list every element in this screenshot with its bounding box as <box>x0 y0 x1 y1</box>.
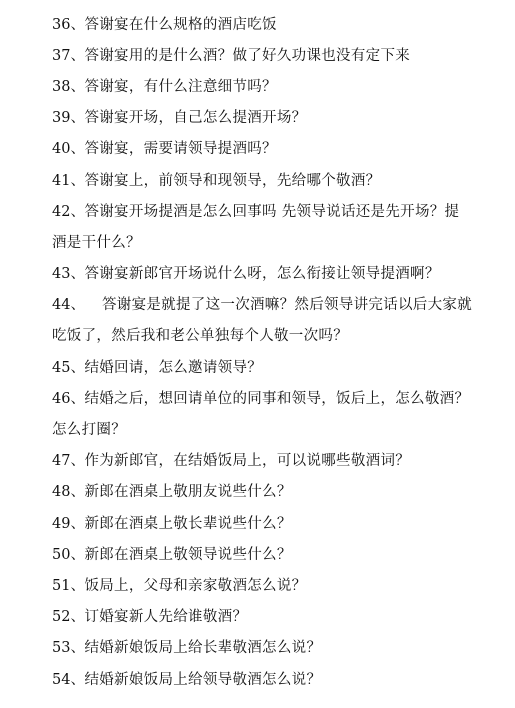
list-item <box>52 259 472 290</box>
question-number: 41 <box>52 172 71 189</box>
question-number: 48 <box>52 484 71 501</box>
list-item <box>52 165 472 196</box>
list-item <box>52 71 472 102</box>
question-text: 答谢宴在什么规格的酒店吃饭 <box>84 16 277 33</box>
question-text: 答谢宴，有什么注意细节吗？ <box>84 78 277 95</box>
list-item <box>52 103 472 134</box>
question-text: 答谢宴新郎官开场说什么呀，怎么衔接让领导提酒啊？ <box>84 266 440 283</box>
list-item <box>52 352 472 383</box>
list-item <box>52 446 472 477</box>
question-text: 答谢宴是就提了这一次酒嘛？然后领导讲完话以后大家就 <box>102 297 472 314</box>
question-continuation-line <box>52 414 472 445</box>
question-number: 50 <box>52 546 71 563</box>
question-separator: 、 <box>70 266 85 283</box>
question-text: 酒是干什么？ <box>52 234 141 251</box>
question-text: 结婚回请，怎么邀请领导？ <box>84 359 263 376</box>
list-item <box>52 508 472 539</box>
question-separator: 、 <box>70 609 85 626</box>
question-line <box>52 352 472 383</box>
question-separator: 、 <box>70 640 85 657</box>
list-item <box>52 664 472 695</box>
question-line <box>52 165 472 196</box>
question-text: 答谢宴，需要请领导提酒吗？ <box>84 141 277 158</box>
question-text: 吃饭了，然后我和老公单独每个人敬一次吗？ <box>52 328 348 345</box>
question-separator: 、 <box>70 515 85 532</box>
question-number: 46 <box>52 390 71 407</box>
question-list <box>52 9 472 695</box>
question-line <box>52 290 472 321</box>
question-separator: 、 <box>70 453 85 470</box>
question-text: 饭局上，父母和亲家敬酒怎么说？ <box>84 577 307 594</box>
question-line <box>52 633 472 664</box>
question-separator: 、 <box>70 297 85 314</box>
question-text: 怎么打圈？ <box>52 422 126 439</box>
question-separator: 、 <box>70 359 85 376</box>
question-number: 39 <box>52 110 71 127</box>
question-number: 47 <box>52 453 71 470</box>
list-item <box>52 633 472 664</box>
question-number: 36 <box>52 16 71 33</box>
list-item <box>52 40 472 71</box>
question-line <box>52 9 472 40</box>
question-number: 44 <box>52 297 71 314</box>
question-text: 答谢宴开场提酒是怎么回事吗 先领导说话还是先开场？提 <box>84 203 460 220</box>
question-text: 答谢宴上，前领导和现领导，先给哪个敬酒？ <box>84 172 381 189</box>
question-text: 新郎在酒桌上敬领导说些什么？ <box>84 546 292 563</box>
question-line <box>52 664 472 695</box>
question-line <box>52 508 472 539</box>
question-line <box>52 134 472 165</box>
question-line <box>52 40 472 71</box>
question-number: 42 <box>52 203 71 220</box>
question-line <box>52 602 472 633</box>
question-line <box>52 570 472 601</box>
list-item <box>52 134 472 165</box>
question-number: 51 <box>52 577 71 594</box>
question-number: 40 <box>52 141 71 158</box>
question-separator: 、 <box>70 47 85 64</box>
question-number: 43 <box>52 266 71 283</box>
question-number: 52 <box>52 609 71 626</box>
question-text: 结婚新娘饭局上给长辈敬酒怎么说？ <box>84 640 322 657</box>
question-number: 45 <box>52 359 71 376</box>
question-separator: 、 <box>70 110 85 127</box>
question-continuation-line <box>52 227 472 258</box>
question-continuation-line <box>52 321 472 352</box>
question-text: 结婚之后，想回请单位的同事和领导，饭后上，怎么敬酒？ <box>84 390 470 407</box>
list-item <box>52 602 472 633</box>
question-separator: 、 <box>70 546 85 563</box>
question-number: 38 <box>52 78 71 95</box>
question-separator: 、 <box>70 172 85 189</box>
question-separator: 、 <box>70 16 85 33</box>
question-separator: 、 <box>70 390 85 407</box>
question-line <box>52 539 472 570</box>
question-text: 答谢宴开场，自己怎么提酒开场？ <box>84 110 307 127</box>
question-separator: 、 <box>70 577 85 594</box>
list-item <box>52 9 472 40</box>
list-item <box>52 383 472 445</box>
question-line <box>52 477 472 508</box>
question-separator: 、 <box>70 141 85 158</box>
question-text: 新郎在酒桌上敬长辈说些什么？ <box>84 515 292 532</box>
question-text: 新郎在酒桌上敬朋友说些什么？ <box>84 484 292 501</box>
question-separator: 、 <box>70 203 85 220</box>
question-number: 37 <box>52 47 71 64</box>
list-item <box>52 539 472 570</box>
list-item <box>52 570 472 601</box>
question-separator: 、 <box>70 671 85 688</box>
question-line <box>52 259 472 290</box>
question-number: 49 <box>52 515 71 532</box>
question-line <box>52 71 472 102</box>
question-separator: 、 <box>70 78 85 95</box>
question-number: 54 <box>52 671 71 688</box>
question-separator: 、 <box>70 484 85 501</box>
list-item <box>52 290 472 352</box>
list-item <box>52 196 472 258</box>
question-line <box>52 103 472 134</box>
question-line <box>52 383 472 414</box>
list-item <box>52 477 472 508</box>
question-text: 答谢宴用的是什么酒？做了好久功课也没有定下来 <box>84 47 411 64</box>
question-line <box>52 446 472 477</box>
question-text: 作为新郎官，在结婚饭局上，可以说哪些敬酒词？ <box>84 453 411 470</box>
question-line <box>52 196 472 227</box>
question-number: 53 <box>52 640 71 657</box>
question-text: 结婚新娘饭局上给领导敬酒怎么说？ <box>84 671 322 688</box>
question-text: 订婚宴新人先给谁敬酒？ <box>84 609 248 626</box>
